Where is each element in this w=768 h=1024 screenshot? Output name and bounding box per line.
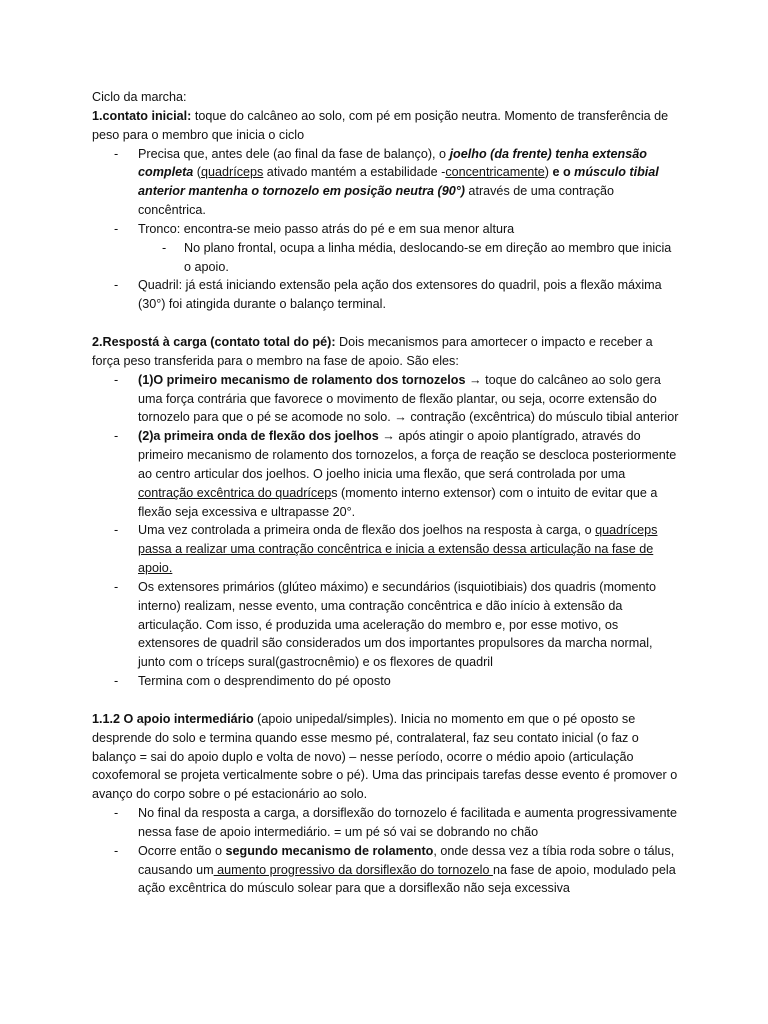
list-item: - Termina com o desprendimento do pé oposto <box>114 674 391 689</box>
section-1-heading: 1.contato inicial: <box>92 108 192 123</box>
section-3-list <box>92 804 680 898</box>
section-2-text: Dois mecanismos para amortecer o impacto e receber a força peso transferida para o membro na fase de apoio. São eles: <box>92 334 653 368</box>
list-item: - Ocorre então o segundo mecanismo de rolamento, onde dessa vez a tíbia roda sobre o tálus, causando um aumento progressivo da dorsiflexão do tornozelo na fase de apoio, modulado pela ação excêntrica do músculo solear para que a dorsiflexão não seja excessiva <box>114 843 676 896</box>
list-item: - Os extensores primários (glúteo máximo) e secundários (isquiotibiais) dos quadris (momento interno) realizam, nesse evento, uma contração concêntrica e dão início à extensão da articulação. Com isso, é produzida uma aceleração do membro e, por esse motivo, os extensores de quadril são considerados um dos importantes propulsores da marcha normal, junto com o tríceps sural(gastrocnêmio) e os flexores de quadril <box>114 579 656 670</box>
section-1-text: toque do calcâneo ao solo, com pé em posição neutra. Momento de transferência de peso para o membro que inicia o ciclo <box>92 108 669 142</box>
section-2-heading: 2.Respostá à carga (contato total do pé): <box>92 334 336 349</box>
section-1-intro <box>92 107 680 145</box>
section-3-heading: 1.1.2 O apoio intermediário <box>92 711 254 726</box>
list-item: - (2)a primeira onda de flexão dos joelhos → após atingir o apoio plantígrado, através do primeiro mecanismo de rolamento dos tornozelos, a força de reação se descloca posteriormente ao centro articular dos joelhos. O joelho inicia uma flexão, que será controlada por uma contração excêntrica do quadríceps (momento interno extensor) com o intuito de evitar que a flexão seja excessiva e ultrapasse 20°. <box>114 429 677 519</box>
section-3-intro <box>92 710 680 804</box>
section-3-text: (apoio unipedal/simples). Inicia no momento em que o pé oposto se desprende do solo e termina quando esse mesmo pé, contralateral, faz seu contato inicial (o faz o balanço = sai do apoio duplo e volta de novo) – nesse período, ocorre o médio apoio (articulação coxofemoral se projeta verticalmente sobre o pé). Uma das principais tarefas desse evento é promover o avanço do corpo sobre o pé estacionário ao solo. <box>92 711 678 802</box>
section-2-list <box>92 371 680 691</box>
document-page <box>92 88 680 898</box>
document-title: Ciclo da marcha: <box>92 90 187 104</box>
list-item: - Uma vez controlada a primeira onda de flexão dos joelhos na resposta à carga, o quadríceps passa a realizar uma contração concêntrica e inicia a extensão dessa articulação na fase de apoio. <box>114 523 658 576</box>
section-2-intro <box>92 333 680 371</box>
list-item: - No final da resposta a carga, a dorsiflexão do tornozelo é facilitada e aumenta progressivamente nessa fase de apoio intermediário. = um pé só vai se dobrando no chão <box>114 806 678 839</box>
list-item: - Quadril: já está iniciando extensão pela ação dos extensores do quadril, pois a flexão máxima (30°) foi atingida durante o balanço terminal. <box>114 278 662 312</box>
list-item: - (1)O primeiro mecanismo de rolamento dos tornozelos → toque do calcâneo ao solo gera uma força contrária que favorece o movimento de flexão plantar, ou seja, ocorre extensão do tornozelo para que o pé se acomode no solo. → contração (excêntrica) do músculo tibial anterior <box>114 372 679 425</box>
section-1-list <box>92 145 680 315</box>
sub-list-item: - No plano frontal, ocupa a linha média, deslocando-se em direção ao membro que inicia o apoio. <box>162 240 672 274</box>
list-item: - Precisa que, antes dele (ao final da fase de balanço), o joelho (da frente) tenha extensão completa (quadríceps ativado mantém a estabilidade -concentricamente) e o músculo tibial anterior mantenha o tornozelo em posição neutra (90°) através de uma contração concêntrica. <box>114 146 659 218</box>
list-item: - Tronco: encontra-se meio passo atrás do pé e em sua menor altura <box>114 221 515 236</box>
